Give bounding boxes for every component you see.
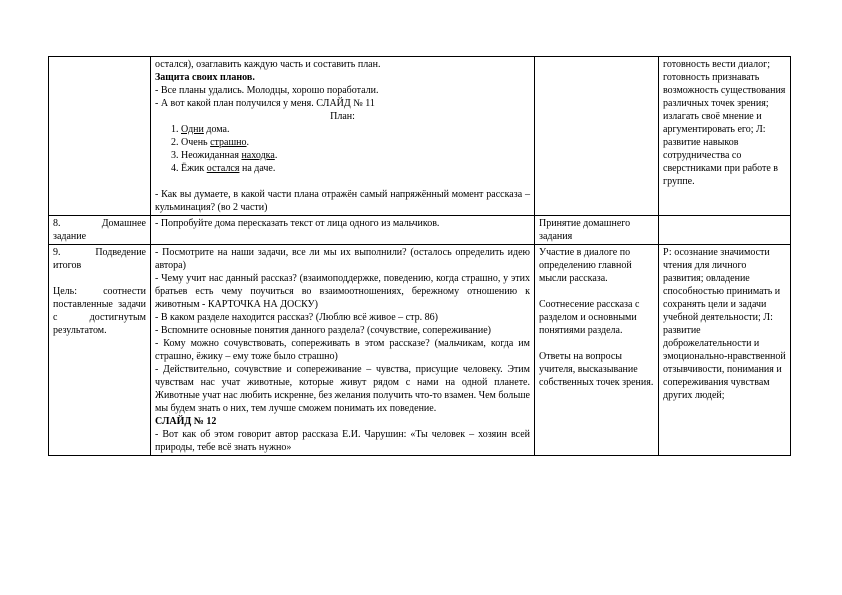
lesson-plan-table (48, 56, 791, 456)
student-activity-cell (535, 245, 659, 456)
text-line: - А вот какой план получился у меня. СЛАЙД № 11 (155, 98, 375, 109)
stage-cell (49, 245, 151, 456)
stage-title: Подведение (95, 247, 146, 258)
student-activity: Участие в диалоге по определению главной мысли рассказа. (539, 247, 632, 284)
plan-item: 3. Неожиданная находка. (181, 149, 530, 162)
plan-list (155, 123, 530, 175)
stage-number: 9. (53, 247, 61, 258)
plan-item: 1. Одни дома. (181, 123, 530, 136)
teacher-activity-cell: - Попробуйте дома пересказать текст от лица одного из мальчиков. (151, 216, 535, 245)
stage-title: Домашнее (101, 218, 146, 229)
stage-number: 8. (53, 218, 61, 229)
student-activity: Ответы на вопросы учителя, высказывание собственных точек зрения. (539, 351, 654, 388)
text-line: - Чему учит нас данный рассказ? (взаимоподдержке, поведению, когда страшно, у этих братьев есть чему поучиться во взаимоотношениях, бережному отношению к животным - КАРТОЧКА НА ДОСКУ) (155, 273, 530, 310)
slide-label: СЛАЙД № 12 (155, 416, 217, 427)
question-text: - Как вы думаете, в какой части плана отражён самый напряжённый момент рассказа – кульминация? (во 2 части) (155, 189, 530, 213)
stage-title-rest: итогов (53, 260, 82, 271)
plan-item: 2. Очень страшно. (181, 136, 530, 149)
student-activity: Соотнесение рассказа с разделом и основными понятиями раздела. (539, 299, 640, 336)
teacher-activity-cell (151, 57, 535, 216)
stage-cell (49, 216, 151, 245)
uud-cell: готовность вести диалог; готовность признавать возможность существования различных точек зрения; излагать своё мнение и аргументировать его; Л: развитие навыков сотрудничества со сверстниками при работе в группе. (659, 57, 791, 216)
text-line: - Вот как об этом говорит автор рассказа Е.И. Чарушин: «Ты человек – хозяин всей природы, тебе всё знать нужно» (155, 429, 530, 453)
text-line: - Посмотрите на наши задачи, все ли мы их выполнили? (осталось определить идею автора) (155, 247, 530, 271)
uud-cell (659, 216, 791, 245)
table-row (49, 57, 791, 216)
table-row (49, 245, 791, 456)
text-line: - Кому можно сочувствовать, сопереживать в этом рассказе? (мальчикам, когда им страшно, ёжику – ему тоже было страшно) (155, 338, 530, 362)
text-line: - Вспомните основные понятия данного раздела? (сочувствие, сопереживание) (155, 325, 491, 336)
table-row (49, 216, 791, 245)
teacher-activity-cell (151, 245, 535, 456)
stage-goal: Цель: соотнести поставленные задачи с достигнутым результатом. (53, 286, 146, 336)
student-activity-cell: Принятие домашнего задания (535, 216, 659, 245)
plan-item: 4. Ёжик остался на даче. (181, 162, 530, 175)
student-activity-cell (535, 57, 659, 216)
stage-cell (49, 57, 151, 216)
text-line: остался), озаглавить каждую часть и составить план. (155, 59, 381, 70)
text-line: - Действительно, сочувствие и сопереживание – чувства, присущие человеку. Этим чувствам нас учат животные, которые живут рядом с нами на одной планете. Животные учат нас любить искренне, без желания получить что-то взамен. Чем больше мы будем знать о них, тем лучше сможем понимать их поведение. (155, 364, 530, 414)
stage-title-rest: задание (53, 231, 87, 242)
text-line: - Все планы удались. Молодцы, хорошо поработали. (155, 85, 379, 96)
text-line-bold: Защита своих планов. (155, 72, 255, 83)
uud-cell: Р: осознание значимости чтения для личного развития; овладение способностью принимать и сохранять цели и задачи учебной деятельности; Л: развитие доброжелательности и эмоционально-нравственной отзывчивости, понимания и сопереживания чувствам других людей; (659, 245, 791, 456)
plan-heading: План: (330, 111, 355, 122)
text-line: - В каком разделе находится рассказ? (Люблю всё живое – стр. 86) (155, 312, 438, 323)
